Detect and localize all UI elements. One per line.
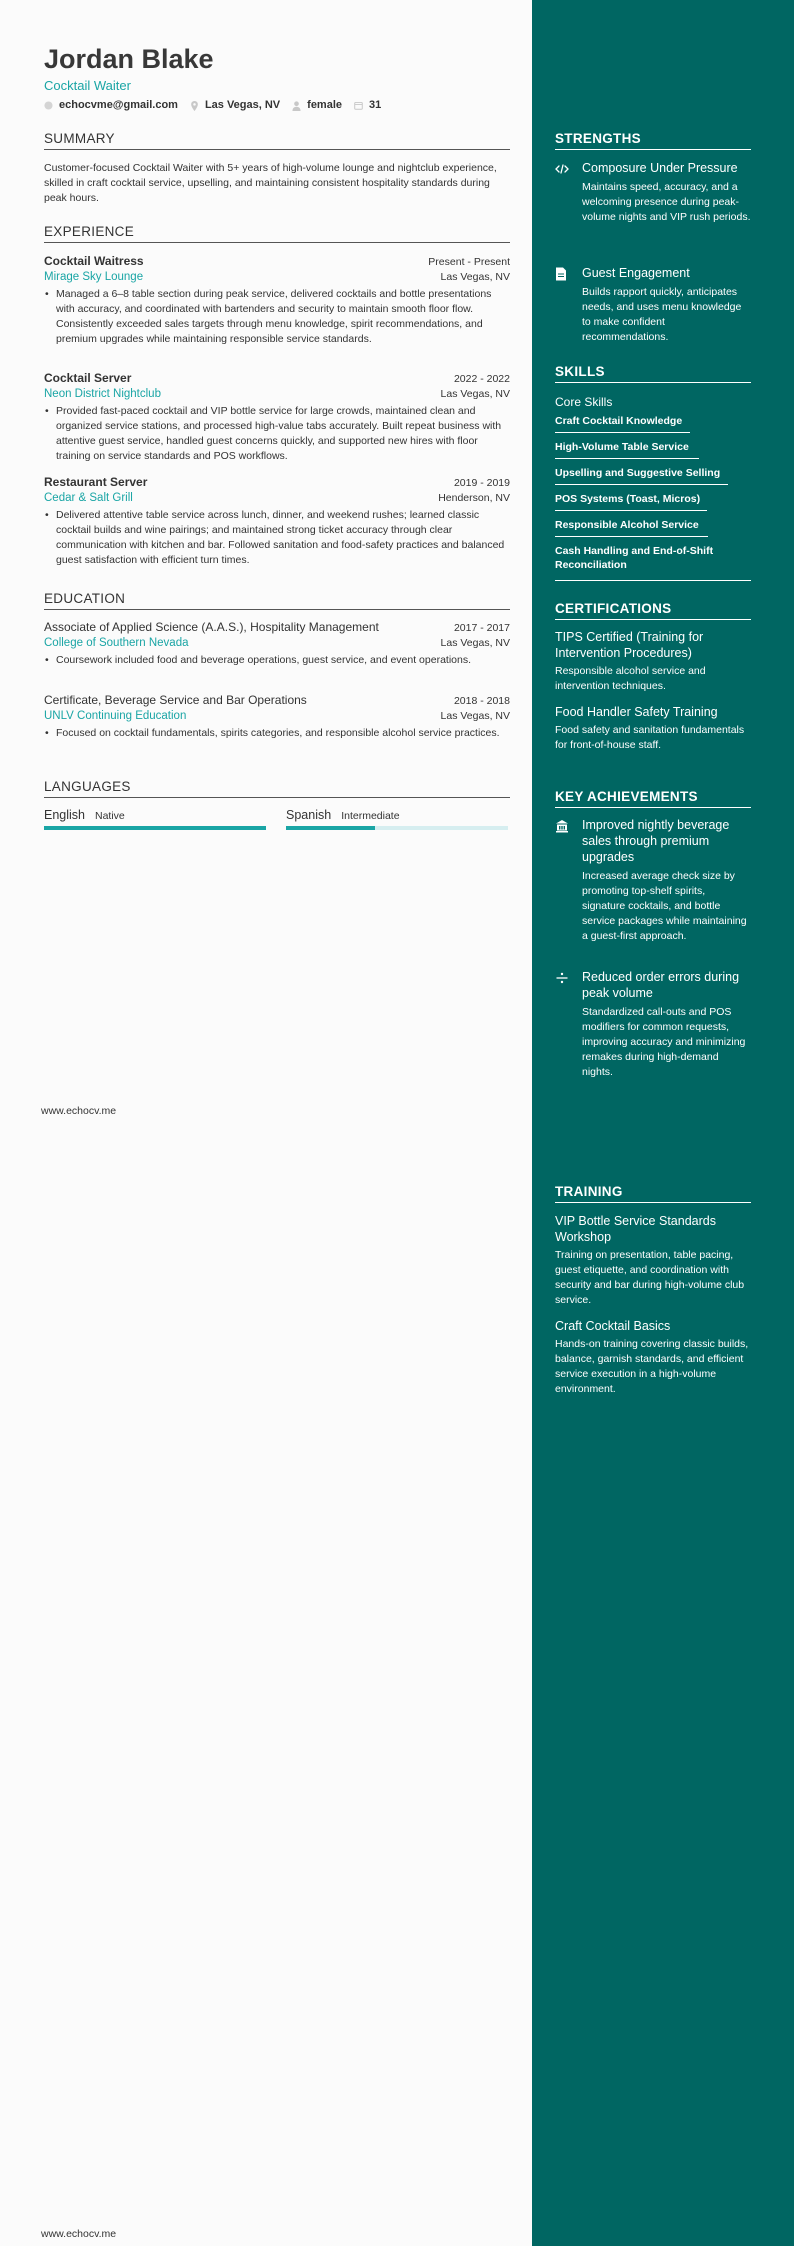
summary-heading: SUMMARY (44, 131, 510, 150)
language-level: Native (95, 810, 125, 822)
company-name: Neon District Nightclub (44, 388, 161, 400)
skill-divider (555, 536, 708, 537)
strength-description: Builds rapport quickly, anticipates needs, and uses menu knowledge to make confident recommendations. (582, 286, 742, 343)
language-item (44, 808, 266, 830)
skill-divider (555, 458, 699, 459)
school-location: Las Vegas, NV (440, 710, 510, 722)
education-entry (44, 620, 510, 668)
education-heading: EDUCATION (44, 591, 510, 610)
experience-heading: EXPERIENCE (44, 224, 510, 243)
training-title: Craft Cocktail Basics (555, 1319, 671, 1333)
achievement-description: Increased average check size by promoting top-shelf spirits, signature cocktails, and bottle service packages while maintaining a guest-first approach. (582, 870, 747, 942)
skill-item: High-Volume Table Service (555, 441, 689, 453)
language-name: Spanish (286, 808, 332, 822)
certification-description: Food safety and sanitation fundamentals for front-of-house staff. (555, 724, 745, 751)
language-item (286, 808, 508, 830)
skill-item: Craft Cocktail Knowledge (555, 415, 683, 427)
degree-title: Certificate, Beverage Service and Bar Operations (44, 693, 307, 707)
degree-title: Associate of Applied Science (A.A.S.), Hospitality Management (44, 620, 379, 634)
experience-bullet: • Delivered attentive table service across lunch, dinner, and weekend rushes; learned classic cocktail builds and wine pairings; and maintained strong ticket accuracy through clear communication with kitchen and bar. Followed sanitation and food-safety practices and balanced guest satisfaction with efficient turn times. (56, 508, 510, 568)
achievements-heading: KEY ACHIEVEMENTS (555, 789, 751, 808)
certification-title: TIPS Certified (Training for Intervention Procedures) (555, 630, 704, 660)
location-text: Las Vegas, NV (204, 99, 281, 111)
language-proficiency-fill (44, 826, 266, 830)
code-icon (555, 162, 569, 176)
skill-divider (555, 510, 707, 511)
email-contact[interactable] (44, 99, 178, 111)
job-location: Henderson, NV (438, 492, 510, 504)
language-proficiency-bar (286, 826, 508, 830)
experience-entry (44, 254, 510, 347)
languages-heading: LANGUAGES (44, 779, 510, 798)
location-contact (190, 99, 280, 111)
gender-text: female (307, 99, 343, 111)
date-range: 2018 - 2018 (453, 695, 510, 707)
role-title: Restaurant Server (44, 475, 148, 489)
skill-item: Cash Handling and End-of-Shift Reconciliation (555, 545, 714, 571)
person-icon (292, 101, 301, 110)
training-description: Hands-on training covering classic builds, balance, garnish standards, and efficient service execution in a high-volume environment. (555, 1338, 749, 1395)
strength-item (555, 265, 751, 345)
at-icon (44, 101, 53, 110)
role-title: Cocktail Waitress (44, 254, 144, 268)
experience-bullet: • Managed a 6–8 table section during peak service, delivered cocktails and bottle presentations with accuracy, and coordinated with bartenders and security to maintain smooth floor flow. Consistently exceeded sales targets through menu knowledge, spirit recommendations, and premium upgrades while maintaining responsible service standards. (56, 287, 510, 347)
training-item (555, 1213, 751, 1308)
gender-contact (292, 99, 342, 111)
language-name: English (44, 808, 85, 822)
achievement-title: Improved nightly beverage sales through premium upgrades (582, 818, 730, 864)
achievement-item (555, 817, 751, 944)
job-title: Cocktail Waiter (44, 78, 131, 93)
document-icon (555, 267, 569, 281)
experience-entry (44, 371, 510, 464)
strength-title: Guest Engagement (582, 266, 690, 280)
email-text: echocvme@gmail.com (59, 99, 178, 111)
role-title: Cocktail Server (44, 371, 132, 385)
job-location: Las Vegas, NV (440, 271, 510, 283)
education-entry (44, 693, 510, 741)
skill-item: POS Systems (Toast, Micros) (555, 493, 701, 505)
bank-icon (555, 819, 569, 833)
footer-link[interactable]: www.echocv.me (41, 1105, 117, 1117)
skill-divider (555, 484, 728, 485)
strength-item (555, 160, 751, 225)
contact-info (44, 99, 393, 111)
language-level: Intermediate (341, 810, 400, 822)
date-range: 2019 - 2019 (453, 477, 510, 489)
sidebar (532, 0, 794, 2246)
certifications-heading: CERTIFICATIONS (555, 601, 751, 620)
date-range: 2017 - 2017 (453, 622, 510, 634)
skill-divider (555, 432, 690, 433)
job-location: Las Vegas, NV (440, 388, 510, 400)
skill-divider (555, 580, 751, 581)
location-pin-icon (190, 101, 199, 110)
certification-description: Responsible alcohol service and intervention techniques. (555, 665, 706, 692)
achievement-description: Standardized call-outs and POS modifiers for common requests, improving accuracy and minimizing remakes during high-demand nights. (582, 1006, 746, 1078)
company-name: Cedar & Salt Grill (44, 492, 133, 504)
date-range: Present - Present (428, 256, 510, 268)
education-bullet: • Coursework included food and beverage operations, guest service, and event operations. (56, 653, 510, 668)
summary-text: Customer-focused Cocktail Waiter with 5+ years of high-volume lounge and nightclub experience, skilled in craft cocktail service, upselling, and maintaining consistent hospitality standards during peak hours. (44, 162, 497, 204)
school-name: UNLV Continuing Education (44, 710, 187, 722)
language-proficiency-fill (286, 826, 375, 830)
strength-description: Maintains speed, accuracy, and a welcoming presence during peak-volume nights and VIP rush periods. (582, 181, 751, 223)
calendar-icon (354, 101, 363, 110)
experience-bullet: • Provided fast-paced cocktail and VIP bottle service for large crowds, maintained clean and organized service stations, and processed high-value tabs accurately. Built repeat business with attentive guest service, handled guest concerns quickly, and supported new hires with floor training on service standards and POS workflows. (56, 404, 510, 464)
school-name: College of Southern Nevada (44, 637, 189, 649)
divide-icon (555, 971, 569, 985)
training-title: VIP Bottle Service Standards Workshop (555, 1214, 716, 1244)
candidate-name: Jordan Blake (44, 44, 214, 74)
school-location: Las Vegas, NV (440, 637, 510, 649)
date-range: 2022 - 2022 (453, 373, 510, 385)
achievement-title: Reduced order errors during peak volume (582, 970, 740, 1000)
education-bullet: • Focused on cocktail fundamentals, spirits categories, and responsible alcohol service practices. (56, 726, 510, 741)
certification-item (555, 704, 751, 753)
skill-item: Responsible Alcohol Service (555, 519, 699, 531)
language-proficiency-bar (44, 826, 266, 830)
strength-title: Composure Under Pressure (582, 161, 738, 175)
age-text: 31 (369, 99, 382, 111)
skills-subheading: Core Skills (555, 395, 613, 409)
certification-title: Food Handler Safety Training (555, 705, 718, 719)
strengths-heading: STRENGTHS (555, 131, 751, 150)
skill-item: Upselling and Suggestive Selling (555, 467, 721, 479)
training-item (555, 1318, 751, 1397)
certification-item (555, 629, 751, 694)
skills-heading: SKILLS (555, 364, 751, 383)
training-heading: TRAINING (555, 1184, 751, 1203)
company-name: Mirage Sky Lounge (44, 271, 144, 283)
age-contact (354, 99, 381, 111)
achievement-item (555, 969, 751, 1080)
experience-entry (44, 475, 510, 568)
footer-link[interactable]: www.echocv.me (41, 2228, 117, 2240)
training-description: Training on presentation, table pacing, guest etiquette, and coordination with security and bar during high-volume club service. (555, 1249, 745, 1306)
